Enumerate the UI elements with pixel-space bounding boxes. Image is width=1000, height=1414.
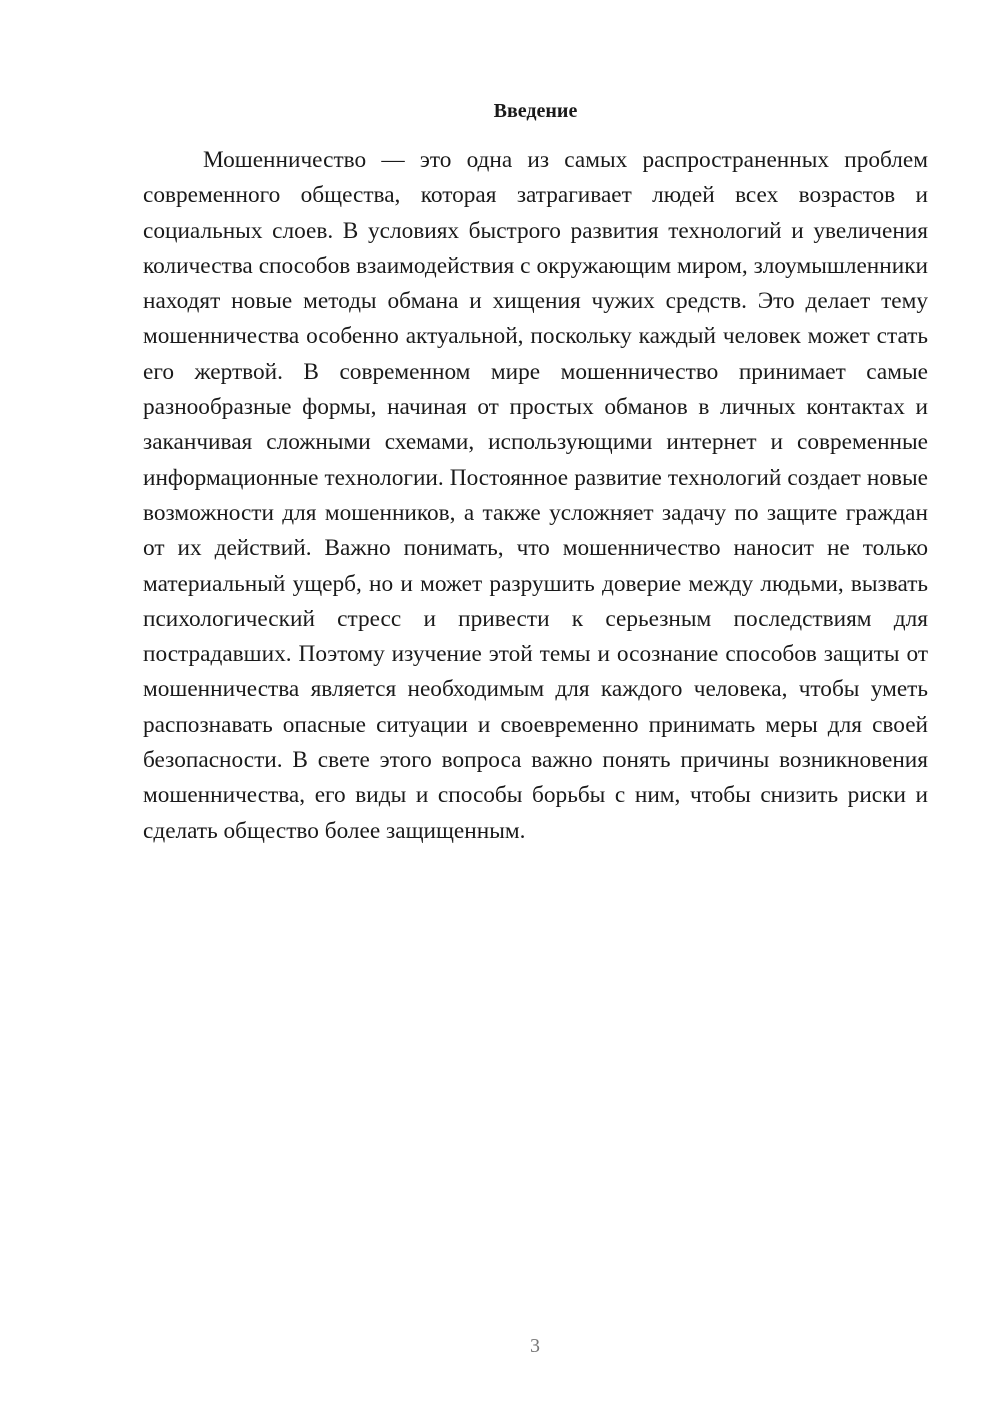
intro-paragraph: Мошенничество — это одна из самых распространенных проблем современного общества, которая затрагивает людей всех возрастов и социальных слоев. В условиях быстрого развития технологий и увеличения количества способов взаимодействия с окружающим миром, злоумышленники находят новые методы обмана и хищения чужих средств. Это делает тему мошенничества особенно актуальной, поскольку каждый человек может стать его жертвой. В современном мире мошенничество принимает самые разнообразные формы, начиная от простых обманов в личных контактах и заканчивая сложными схемами, использующими интернет и современные информационные технологии. Постоянное развитие технологий создает новые возможности для мошенников, а также усложняет задачу по защите граждан от их действий. Важно понимать, что мошенничество наносит не только материальный ущерб, но и может разрушить доверие между людьми, вызвать психологический стресс и привести к серьезным последствиям для пострадавших. Поэтому изучение этой темы и осознание способов защиты от мошенничества является необходимым для каждого человека, чтобы уметь распознавать опасные ситуации и своевременно принимать меры для своей безопасности. В свете этого вопроса важно понять причины возникновения мошенничества, его виды и способы борьбы с ним, чтобы снизить риски и сделать общество более защищенным. — [143, 147, 928, 844]
page-number: 3 — [530, 1335, 540, 1357]
section-heading: Введение — [493, 100, 578, 122]
